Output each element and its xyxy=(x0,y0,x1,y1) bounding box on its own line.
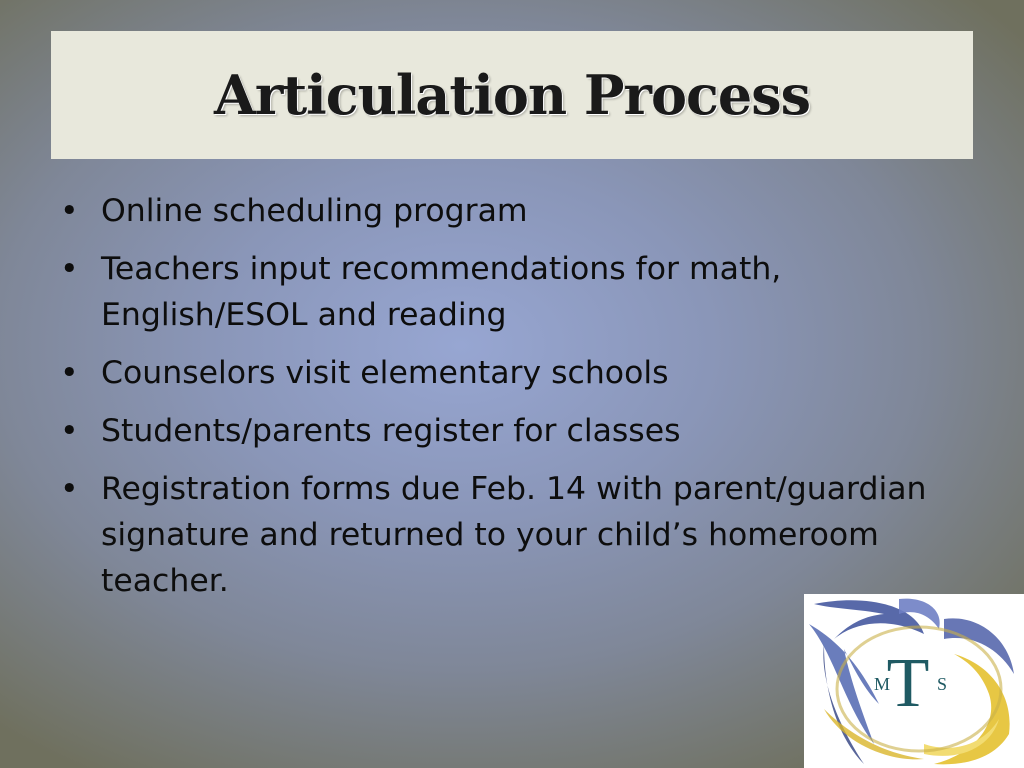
school-logo xyxy=(804,594,1024,768)
bullet-item: • Registration forms due Feb. 14 with parent/guardian signature and returned to your child’s homeroom teacher. xyxy=(60,466,960,604)
svg-text:T: T xyxy=(886,645,930,722)
bullet-item: • Teachers input recommendations for math, English/ESOL and reading xyxy=(60,246,960,338)
bullet-item: • Counselors visit elementary schools xyxy=(60,350,960,396)
griffin-logo-icon xyxy=(804,594,1024,768)
slide-title: Articulation Process xyxy=(213,63,811,127)
svg-text:S: S xyxy=(936,674,948,694)
bullet-list xyxy=(60,188,960,616)
svg-text:M: M xyxy=(873,674,891,694)
title-bar xyxy=(51,31,973,159)
bullet-item: • Students/parents register for classes xyxy=(60,408,960,454)
bullet-item: • Online scheduling program xyxy=(60,188,960,234)
